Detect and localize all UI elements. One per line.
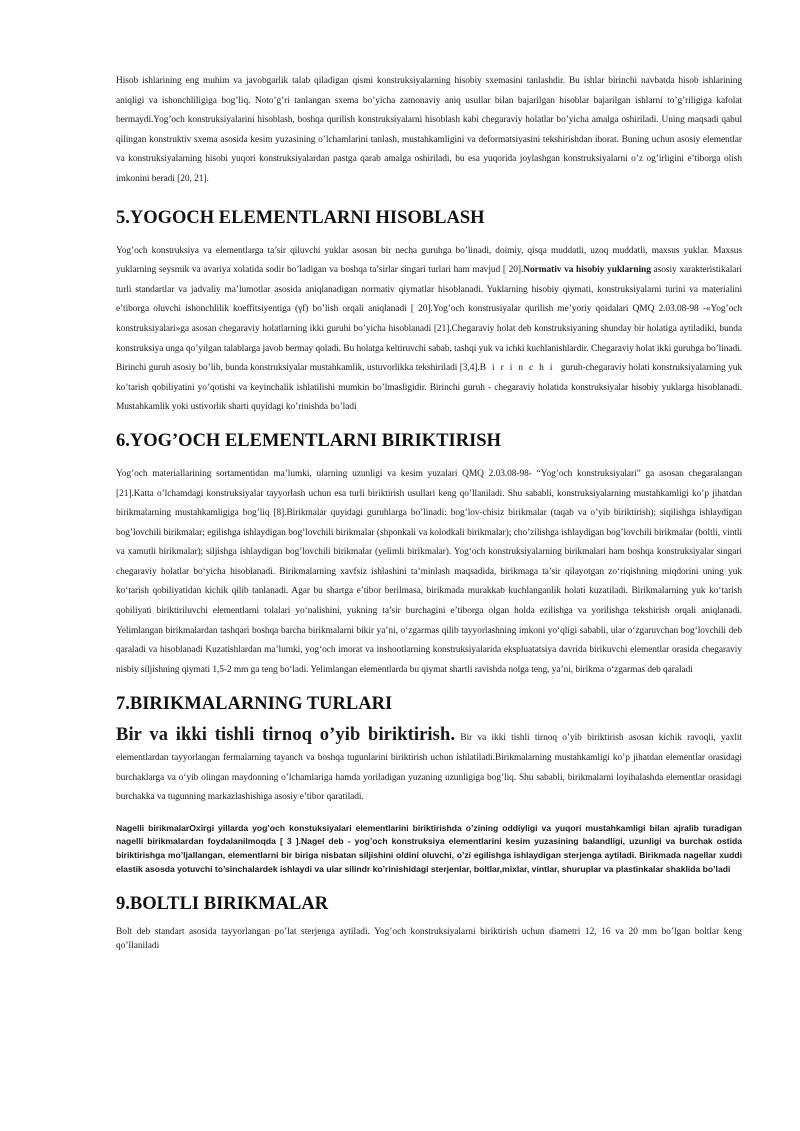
section-6-heading: 6.YOG’OCH ELEMENTLARNI BIRIKTIRISH xyxy=(116,430,501,451)
section-5-text-c: guruh-chegaraviy holati konstruksiyalarning yuk ko’tarish qobiliyatini yo’qotishi va keyinchalik ishlatilishi mumkin bo’lmasligidir. Birinchi guruh - chegaraviy holatida konstruksiyalar hisobiy yuklarga hisoblanadi. Mustahkamlik yoki ustivorlik sharti quyidagi ko’rinishda bo’ladi xyxy=(116,363,742,413)
section-7-paragraph xyxy=(116,726,742,807)
section-5-bold-term: Normativ va hisobiy yuklarning xyxy=(523,265,651,276)
section-5-text-b: asosiy xarakteristikalari turli standartlar va jadvaliy ma’lumotlar asosida aniqlanadigan normativ qiymatlar hisoblanadi. Yuklarning hisobiy qiymati, konstruksiyalarni turini va materialini e’tiborga oluvchi ishonchlilik koeffitsiyentiga (γf) bo’lish orqali aniqlanadi [ 20].Yog’och konstrusiyalar qurilish me’yoriy qoidalari QMQ 2.03.08-98 -«Yog’och konstruksiyalari»ga asosan chegaraviy holatlarning ikki guruhi bo’yicha hisoblanadi [21].Chegaraviy holat deb konstruksiyaning shunday bir holatiga aytiladiki, bunda konstruksiya unga qo’yilgan talablarga javob bermay qoladi. Bu holatga keltiruvchi sabab, tashqi yuk va ichki kuchlanishlardir. Chegaraviy holat ikki guruhga bo’linadi. Birinchi guruh asosiy bo’lib, bunda konstruksiyalar mustahkamlik, ustuvorlikka tekshiriladi [3,4]. xyxy=(116,265,742,374)
section-7-inline-heading: Bir va ikki tishli tirnoq o’yib biriktirish. xyxy=(116,725,456,746)
section-7-text: Bir va ikki tishli tirnoq o’yib biriktirish asosan kichik ravoqli, yaxlit elementlardan tayyorlangan fermalarning tayanch va boshqa tugunlarini biriktirish uchun ishlatiladi.Birikmalarning mustahkamligi ko’p jihatdan elementlar orasidagi burchaklarga va o‘yib olingan maydonning o’lchamlariga hamda yoriladigan yuzaning uzunligiga bog’liq. Shu sababli, birikmalarni loyihalashda elementlar orasidagi burchakka va tugunning markazlashishiga asosiy e’tibor qaratiladi. xyxy=(116,733,742,803)
section-5-heading: 5.YOGOCH ELEMENTLARNI HISOBLASH xyxy=(116,207,485,228)
section-7-heading: 7.BIRIKMALARNING TURLARI xyxy=(116,694,393,715)
section-5-text-a: Yog’och konstruksiya va elementlarga ta’sir qiluvchi yuklar asosan bir necha guruhga bo’linadi, doimiy, qisqa muddatli, uzoq muddatli, maxsus yuklar. Maxsus yuklarning seysmik va avariya xolatida sodir bo’ladigan va boshqa ta’sirlar singari turlari ham mavjud [ 20]. xyxy=(116,245,742,276)
section-9-heading: 9.BOLTLI BIRIKMALAR xyxy=(116,894,329,915)
intro-paragraph: Hisob ishlarining eng muhim va javobgarlik talab qiladigan qismi konstruksiyalarning hisobiy sxemasini tanlashdir. Bu ishlar birinchi navbatda hisob ishlarining aniqligi va ishonchliligiga bog’liq. Noto’g’ri tanlangan sxema bo’yicha zamonaviy aniq usullar bilan bajarilgan hisoblar bajarilgan ishlarni to’g’riligiga kafolat bermaydi.Yog’och konstruksiyalarini hisoblash, boshqa qurilish konstruksiyalarni hisoblash kabi chegaraviy holatlar bo’yicha amalga oshiriladi. Uning maqsadi qabul qilingan konstruktiv sxema asosida kesim yuzasining o’lchamlarini tanlash, mustahkamligini va deformatsiyasini tekshirishdan iborat. Buning uchun asosiy elementlar va konstruksiyalarning hisobi yuqori konstruksiyalardan pastga qarab amalga oshiriladi, bu esa yuqorida joylashgan konstruksiyalarni o’z og’irligini e’tiborga olish imkonini beradi [20, 21]. xyxy=(116,76,742,184)
section-5-paragraph xyxy=(116,242,742,418)
section-6-paragraph: Yog’och materiallarining sortamentidan ma’lumki, ularning uzunligi va kesim yuzalari QMQ 2.03.08-98- “Yog’och konstruksiyalari” ga asosan chegaralangan [21].Katta o’lchamdagi konstruksiyalar tayyorlash uchun esa turli biriktirish usullari keng qo’llaniladi. Shu sababli, konstruksiyalarning mustahkamligi ko’p jihatdan birikmalarning mustahkamligiga bog’liq [8].Birikmalar quyidagi guruhlarga bo’linadi: bog’lov-chisiz birikmalar (taqab va o’yib biriktirish); siqilishga ishlaydigan bog’lovchili birikmalar; egilishga ishlaydigan bog’lovchili birikmalar (shponkali va kolodkali birikmalar); cho’zilishga ishlaydigan bog’lovchili birikmalar (boltli, vintli va xamutli birikmalar); siljishga ishlaydigan bog’lovchili birikmalar (yelimli birikmalar). Yog‘och konstruksiyalarning birikmalari ham boshqa konstruksiyalar singari chegaraviy holatlar bo‘yicha hisoblanadi. Birikmalarning xavfsiz ishlashini ta’minlash maqsadida, birikmaga ta’sir qilayotgan zo‘riqishning miqdorini uning yuk ko‘tarish qobiliyatidan kichik qilib tanlanadi. Agar bu shartga e’tibor berilmasa, birikmada murakkab kuchlanganlik holati kuzatiladi. Birikmalarning yuk ko‘tarish qobiliyati biriktiriluvchi elementlarni tolalari yo‘nalishini, yukning ta’sir burchagini e’tiborga olgan holda ezilishga va yorilishga tekshirish orqali aniqlanadi. Yelimlangan birikmalardan tashqari boshqa barcha birikmalarni bikir ya’ni, o‘zgarmas qilib tayyorlashning imkoni yo‘qligi sababli, ular o‘zgaruvchan bog‘lovchili deb qaraladi va hisoblanadi Kuzatishlardan ma’lumki, yog‘och imorat va inshootlarning konstruksiyalarida ekspluatatsiya davrida birikuvchi elementlar orasida chegaraviy nisbiy siljishning qiymati 1,5-2 mm ga teng bo‘ladi. Yelimlangan elementlarda bu qiymat shartli ravishda nolga teng, ya’ni, birikma o‘zgarmas deb qaraladi xyxy=(116,468,742,675)
nagel-paragraph: Nagelli birikmalarOxirgi yillarda yog’och konstuksiyalari elementlarini biriktirishda o’zining oddiyligi va yuqori mustahkamligi bilan ajralib turadigan nagelli birikmalardan foydalanilmoqda [ 3 ].Nagel deb - yog’och konstruksiya elementlarini kesim yuzasining balandligi, uzunligi va burchak ostida biriktirishga mo’ljallangan, elementlarni bir biriga nisbatan siljishini oldini oluvchi, o’zi egilishga ishlaydigan sterjenga aytiladi. Birikmada nagellar xuddi elastik asosda yotuvchi to’sinchalardek ishlaydi va ular silindr ko’rinishidagi sterjenlar, boltlar,mixlar, vintlar, shuruplar va plastinkalar shaklida bo’ladi xyxy=(116,822,742,874)
document-page xyxy=(116,72,742,953)
section-5-spaced-term: Birinchi xyxy=(479,363,559,374)
section-9-paragraph: Bolt deb standart asosida tayyorlangan po’lat sterjenga aytiladi. Yog’och konstruksiyalarni biriktirish uchun diametri 12, 16 va 20 mm bo’lgan boltlar keng qo’llaniladi xyxy=(116,927,742,951)
